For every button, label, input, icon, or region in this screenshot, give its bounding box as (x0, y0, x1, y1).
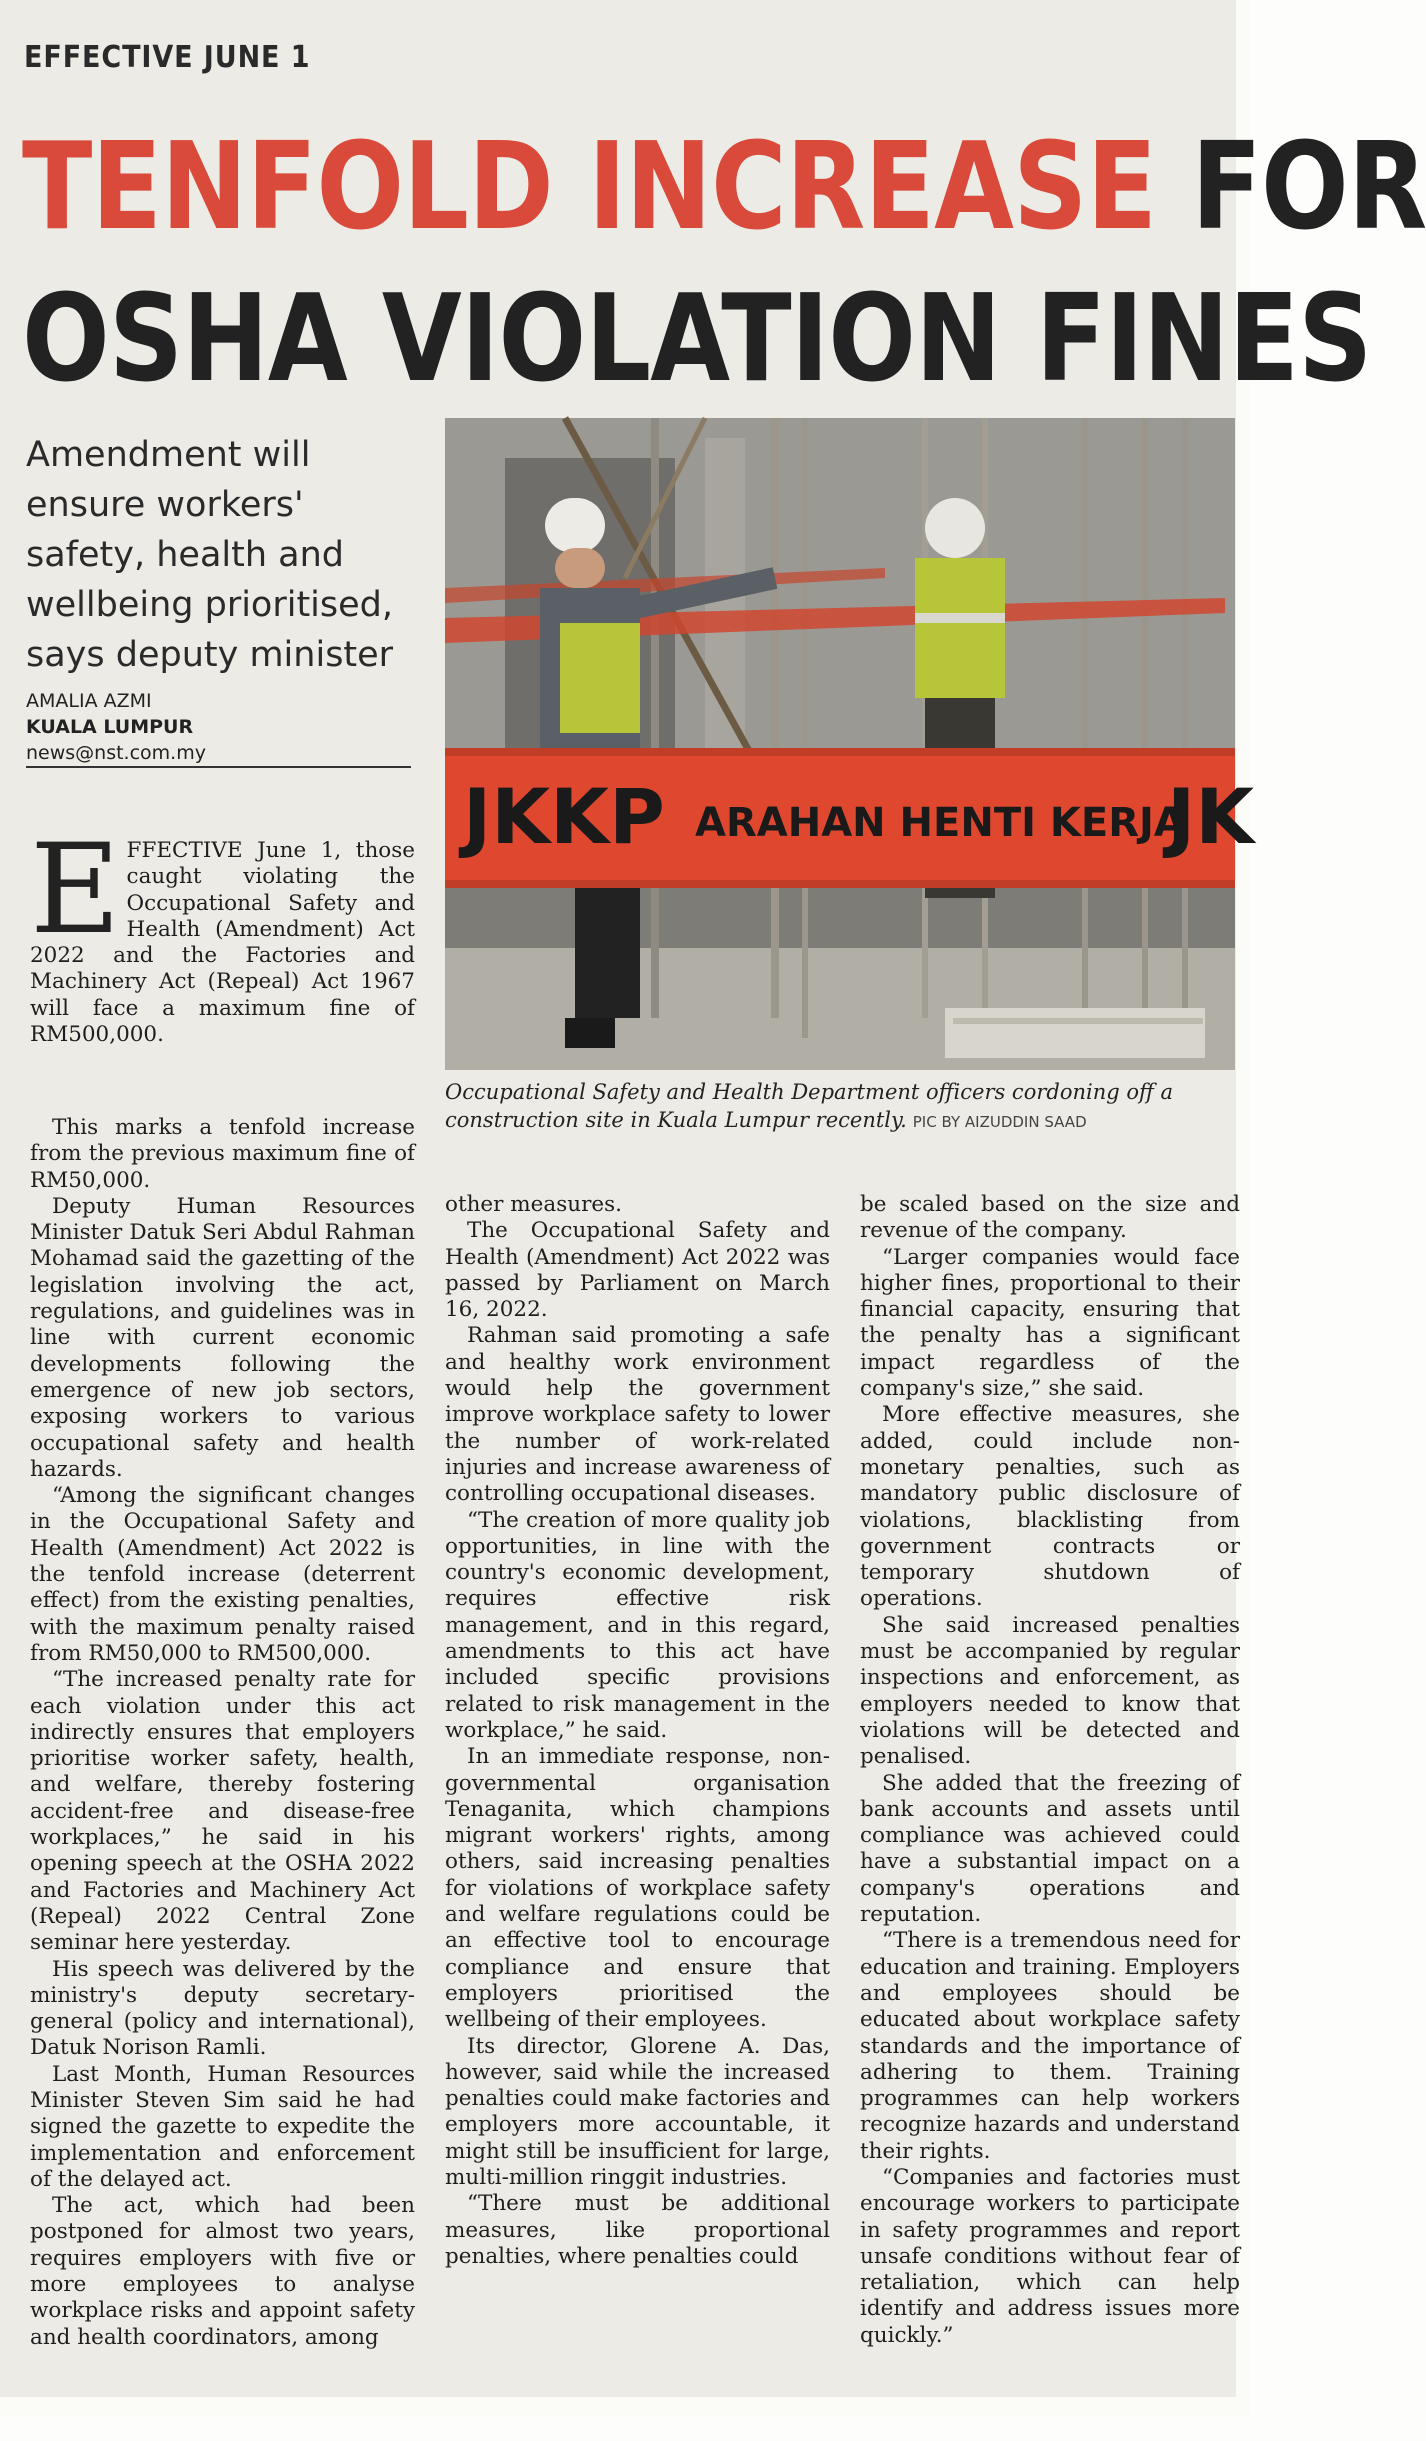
paragraph: She said increased penalties must be accompanied by regular inspections and enforcement, as employers needed to know that violations will be detected and penalised. (860, 1612, 1240, 1770)
tape-edge: JK (1167, 772, 1255, 861)
headline-line1-end: FOR (1156, 118, 1426, 257)
paragraph: Deputy Human Resources Minister Datuk Seri Abdul Rahman Mohamad said the gazetting of the legislation involving the act, regulations, and guidelines was in line with current economic developments following the emergence of new job sectors, exposing workers to various occupational safety and health hazards. (30, 1193, 415, 1482)
paragraph: His speech was delivered by the ministry's deputy secretary-general (policy and international), Datuk Norison Ramli. (30, 1956, 415, 2061)
headline-line2: OSHA VIOLATION FINES (22, 270, 1372, 409)
paragraph: “Among the significant changes in the Occupational Safety and Health (Amendment) Act 2022 is the tenfold increase (deterrent effect) from the existing penalties, with the maximum penalty raised from RM50,000 to RM500,000. (30, 1483, 415, 1666)
paragraph: More effective measures, she added, could include non-monetary penalties, such as mandatory public disclosure of violations, blacklisting from government contracts or temporary shutdown of operations. (860, 1402, 1240, 1612)
deck-line: wellbeing prioritised, (26, 585, 394, 625)
paragraph: The act, which had been postponed for almost two years, requires employers with five or more employees to analyse workplace risks and appoint safety and health coordinators, among (30, 2193, 415, 2350)
byline (26, 688, 426, 766)
paragraph: Last Month, Human Resources Minister Steven Sim said he had signed the gazette to expedite the implementation and enforcement of the delayed act. (30, 2061, 415, 2192)
tape-text: ARAHAN HENTI KERJA (695, 800, 1185, 846)
paragraph: Rahman said promoting a safe and healthy work environment would help the government improve workplace safety to lower the number of work-related injuries and increase awareness of controlling occupational diseases. (445, 1323, 830, 1507)
dropcap: E (30, 818, 121, 962)
paragraph: “The increased penalty rate for each violation under this act indirectly ensures that employers prioritise worker safety, health, and welfare, thereby fostering accident-free and disease-free workplaces,” he said in his opening speech at the OSHA 2022 and Factories and Machinery Act (Repeal) 2022 Central Zone seminar here yesterday. (30, 1667, 415, 1956)
tape-code: JKKP (463, 772, 665, 861)
paragraph: other measures. (445, 1192, 622, 1217)
byline-author: AMALIA AZMI (26, 690, 152, 712)
paragraph: Its director, Glorene A. Das, however, said while the increased penalties could make factories and employers more accountable, it might still be insufficient for large, multi-million ringgit industries. (445, 2033, 830, 2190)
deck-line: says deputy minister (26, 635, 394, 675)
paragraph: This marks a tenfold increase from the previous maximum fine of RM50,000. (30, 1115, 415, 1193)
article-column-1 (30, 1115, 415, 2351)
paragraph: “Larger companies would face higher fines, proportional to their financial capacity, ensuring that the penalty has a significant impact regardless of the company's size,” she said. (860, 1244, 1240, 1402)
construction-site-illustration (445, 418, 1255, 1070)
deck-line: ensure workers' (26, 485, 304, 525)
deck-line: Amendment will (26, 435, 311, 475)
kicker: EFFECTIVE JUNE 1 (24, 40, 311, 75)
lead-paragraph (30, 818, 415, 1048)
deck-line: safety, health and (26, 535, 344, 575)
headline (22, 112, 1426, 416)
deck (26, 430, 436, 680)
caption-text: Occupational Safety and Health Department officers cordoning off a construction site in Kuala Lumpur recently. (445, 1080, 1174, 1132)
photo-caption (445, 1078, 1245, 1136)
byline-place: KUALA LUMPUR (26, 716, 194, 738)
paragraph: “There must be additional measures, like proportional penalties, where penalties could (445, 2191, 830, 2269)
paragraph: “Companies and factories must encourage workers to participate in safety programmes and report unsafe conditions without fear of retaliation, which can help identify and address issues more quickly.” (860, 2164, 1240, 2348)
paragraph: be scaled based on the size and revenue of the company. (860, 1192, 1240, 1244)
headline-red: TENFOLD INCREASE (22, 118, 1157, 257)
byline-divider (26, 766, 411, 768)
article-column-3 (860, 1192, 1240, 2349)
paragraph: In an immediate response, non-governmental organisation Tenaganita, which champions migrant workers' rights, among others, said increasing penalties for violations of workplace safety and welfare regulations could be an effective tool to encourage compliance and ensure that employers prioritised the wellbeing of their employees. (445, 1744, 830, 2033)
byline-email: news@nst.com.my (26, 742, 206, 764)
paragraph: “The creation of more quality job opportunities, in line with the country's economic development, requires effective risk management, and in this regard, amendments to this act have included specific provisions related to risk management in the workplace,” he said. (445, 1507, 830, 1743)
paragraph: The Occupational Safety and Health (Amendment) Act 2022 was passed by Parliament on March 16, 2022. (445, 1218, 830, 1323)
paragraph: “There is a tremendous need for education and training. Employers and employees should be educated about workplace safety standards and the importance of adhering to them. Training programmes can help workers recognize hazards and understand their rights. (860, 1928, 1240, 2164)
paragraph: She added that the freezing of bank accounts and assets until compliance was achieved could have a substantial impact on a company's operations and reputation. (860, 1770, 1240, 1928)
news-photo (445, 418, 1255, 1070)
photo-credit: PIC BY AIZUDDIN SAAD (912, 1113, 1087, 1131)
article-column-2 (445, 1192, 830, 2270)
lead-text: FFECTIVE June 1, those caught violating the Occupational Safety and Health (Amendment) Act 2022 and the Factories and Machinery Act (Repeal) Act 1967 will face a maximum fine of RM500,000. (30, 838, 415, 1048)
